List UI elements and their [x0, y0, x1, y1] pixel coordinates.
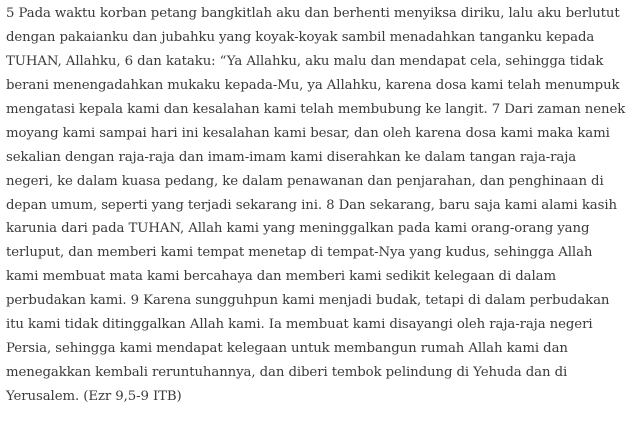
scripture-passage	[6, 2, 640, 409]
passage-line: sekalian dengan raja-raja dan imam-imam kami diserahkan ke dalam tangan raja-raja	[6, 149, 577, 165]
passage-line: mengatasi kepala kami dan kesalahan kami telah membubung ke langit. 7 Dari zaman nenek	[6, 101, 626, 117]
passage-line: berani menengadahkan mukaku kepada-Mu, ya Allahku, karena dosa kami telah menumpuk	[6, 77, 620, 93]
passage-line: kami membuat mata kami bercahaya dan memberi kami sedikit kelegaan di dalam	[6, 269, 556, 285]
passage-line: Yerusalem. (Ezr 9,5-9 ITB)	[6, 389, 182, 404]
passage-line: Persia, sehingga kami mendapat kelegaan untuk membangun rumah Allah kami dan	[6, 341, 568, 357]
passage-line: itu kami tidak ditinggalkan Allah kami. Ia membuat kami disayangi oleh raja-raja negeri	[6, 317, 593, 333]
passage-line: 5 Pada waktu korban petang bangkitlah aku dan berhenti menyiksa diriku, lalu aku berlutut	[6, 6, 620, 21]
passage-line: depan umum, seperti yang terjadi sekarang ini. 8 Dan sekarang, baru saja kami alami kasih	[6, 197, 617, 213]
passage-line: dengan pakaianku dan jubahku yang koyak-koyak sambil menadahkan tanganku kepada	[6, 29, 595, 45]
passage-line: menegakkan kembali reruntuhannya, dan diberi tembok pelindung di Yehuda dan di	[6, 365, 568, 381]
passage-line: negeri, ke dalam kuasa pedang, ke dalam penawanan dan penjarahan, dan penghinaan di	[6, 173, 604, 189]
passage-line: karunia dari pada TUHAN, Allah kami yang meninggalkan pada kami orang-orang yang	[6, 221, 590, 237]
passage-line: moyang kami sampai hari ini kesalahan kami besar, dan oleh karena dosa kami maka kami	[6, 125, 610, 141]
passage-line: terluput, dan memberi kami tempat menetap di tempat-Nya yang kudus, sehingga Allah	[6, 245, 593, 261]
passage-line: perbudakan kami. 9 Karena sungguhpun kami menjadi budak, tetapi di dalam perbudakan	[6, 293, 610, 309]
passage-line: TUHAN, Allahku, 6 dan kataku: “Ya Allahku, aku malu dan mendapat cela, sehingga tidak	[6, 53, 604, 69]
